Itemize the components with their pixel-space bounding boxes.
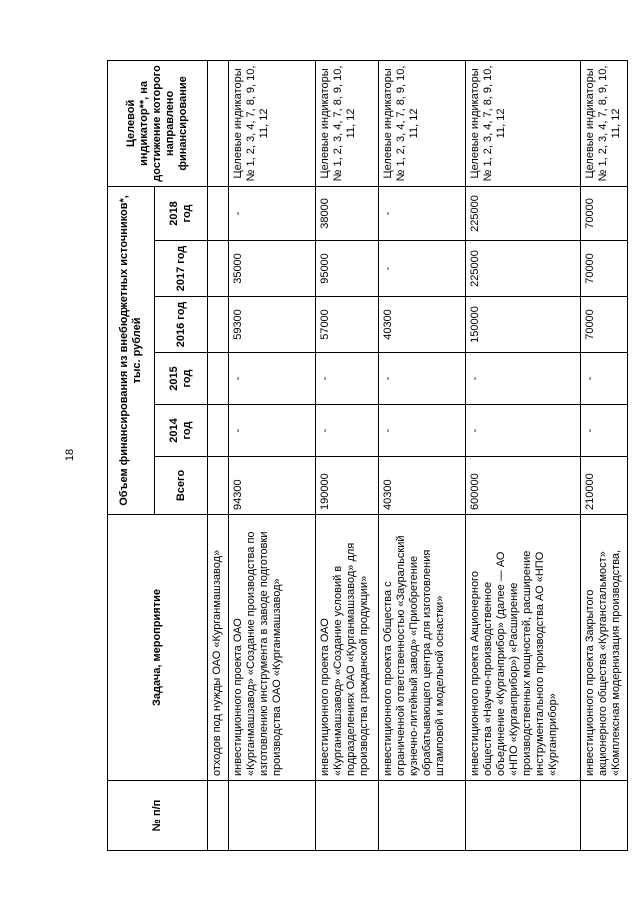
cell-task: инвестиционного проекта ОАО «Курганмашзавод» «Создание условий в подразделениях ОАО «Курганмашзавод» для производства гражданской продукции» (316, 515, 379, 781)
header-2015: 2015 год (155, 353, 208, 405)
cell-2018: 225000 (466, 186, 581, 240)
cell-task: инвестиционного проекта Общества с ограниченной ответственностью «Зауральский кузнечно-литейный завод» «Приобретение обрабатывающего центра для изготовления штамповой и модельной оснастки» (379, 515, 466, 781)
cell-total: 94300 (229, 457, 316, 515)
table-row (316, 60, 379, 850)
cell-2016: 40300 (379, 297, 466, 353)
cell-num (581, 781, 628, 851)
cell-2018: 70000 (581, 186, 628, 240)
table-row (229, 60, 316, 850)
cell-2016: 70000 (581, 297, 628, 353)
cell-2015: - (466, 353, 581, 405)
table-row (466, 60, 581, 850)
cell-2017: 95000 (316, 241, 379, 297)
header-total: Всего (155, 457, 208, 515)
cell-2015: - (581, 353, 628, 405)
cell-indicator: Целевые индикаторы № 1, 2, 3, 4, 7, 8, 9, 10, 11, 12 (379, 60, 466, 186)
cell-2018 (208, 186, 229, 240)
cell-num (208, 781, 229, 851)
cell-2018: 38000 (316, 186, 379, 240)
cell-total: 210000 (581, 457, 628, 515)
cell-2018: - (229, 186, 316, 240)
cell-2015: - (229, 353, 316, 405)
header-2016: 2016 год (155, 297, 208, 353)
cell-2017: 225000 (466, 241, 581, 297)
cell-task: инвестиционного проекта Акционерного общества «Научно-производственное объединение «Курганприбор» (далее — АО «НПО «Курганприбор») «Расширение производственных мощностей, расширение инструментального производства АО «НПО «Курганприбор» (466, 515, 581, 781)
cell-2014: - (316, 405, 379, 457)
cell-2014: - (581, 405, 628, 457)
table-row (379, 60, 466, 850)
page-number: 18 (64, 448, 76, 462)
cell-num (379, 781, 466, 851)
cell-2014 (208, 405, 229, 457)
cell-2018: - (379, 186, 466, 240)
cell-indicator: Целевые индикаторы № 1, 2, 3, 4, 7, 8, 9, 10, 11, 12 (466, 60, 581, 186)
table-row (208, 60, 229, 850)
table-row (581, 60, 628, 850)
cell-2017: 70000 (581, 241, 628, 297)
cell-2014: - (466, 405, 581, 457)
header-2014: 2014 год (155, 405, 208, 457)
cell-total: 600000 (466, 457, 581, 515)
header-task: Задача, мероприятие (108, 515, 208, 781)
cell-2016: 57000 (316, 297, 379, 353)
cell-2015: - (379, 353, 466, 405)
cell-indicator (208, 60, 229, 186)
header-funding-group: Объем финансирования из внебюджетных источников*, тыс. рублей (108, 186, 155, 514)
rotated-table-container (107, 61, 622, 851)
cell-2016: 59300 (229, 297, 316, 353)
cell-2017: - (379, 241, 466, 297)
cell-2017 (208, 241, 229, 297)
cell-total: 40300 (379, 457, 466, 515)
cell-2015 (208, 353, 229, 405)
cell-task: инвестиционного проекта Закрытого акционерного общества «Курганстальмост» «Комплексная модернизация производства, (581, 515, 628, 781)
cell-indicator: Целевые индикаторы № 1, 2, 3, 4, 7, 8, 9, 10, 11, 12 (581, 60, 628, 186)
cell-num (229, 781, 316, 851)
cell-num (316, 781, 379, 851)
header-indicator: Целевой индикатор**, на достижение которого направлено финансирование (108, 60, 208, 186)
header-2018: 2018 год (155, 186, 208, 240)
funding-table (107, 60, 628, 851)
cell-task: инвестиционного проекта ОАО «Курганмашзавод» «Создание производства по изготовлению инструмента в заводе подготовки производства ОАО «Курганмашзавод» (229, 515, 316, 781)
cell-2017: 35000 (229, 241, 316, 297)
cell-2014: - (229, 405, 316, 457)
header-2017: 2017 год (155, 241, 208, 297)
cell-2016: 150000 (466, 297, 581, 353)
cell-task: отходов под нужды ОАО «Курганмашзавод» (208, 515, 229, 781)
header-num: № п/п (108, 781, 208, 851)
cell-indicator: Целевые индикаторы № 1, 2, 3, 4, 7, 8, 9, 10, 11, 12 (229, 60, 316, 186)
cell-num (466, 781, 581, 851)
cell-total (208, 457, 229, 515)
cell-2014: - (379, 405, 466, 457)
cell-2016 (208, 297, 229, 353)
cell-2015: - (316, 353, 379, 405)
cell-indicator: Целевые индикаторы № 1, 2, 3, 4, 7, 8, 9, 10, 11, 12 (316, 60, 379, 186)
cell-total: 190000 (316, 457, 379, 515)
